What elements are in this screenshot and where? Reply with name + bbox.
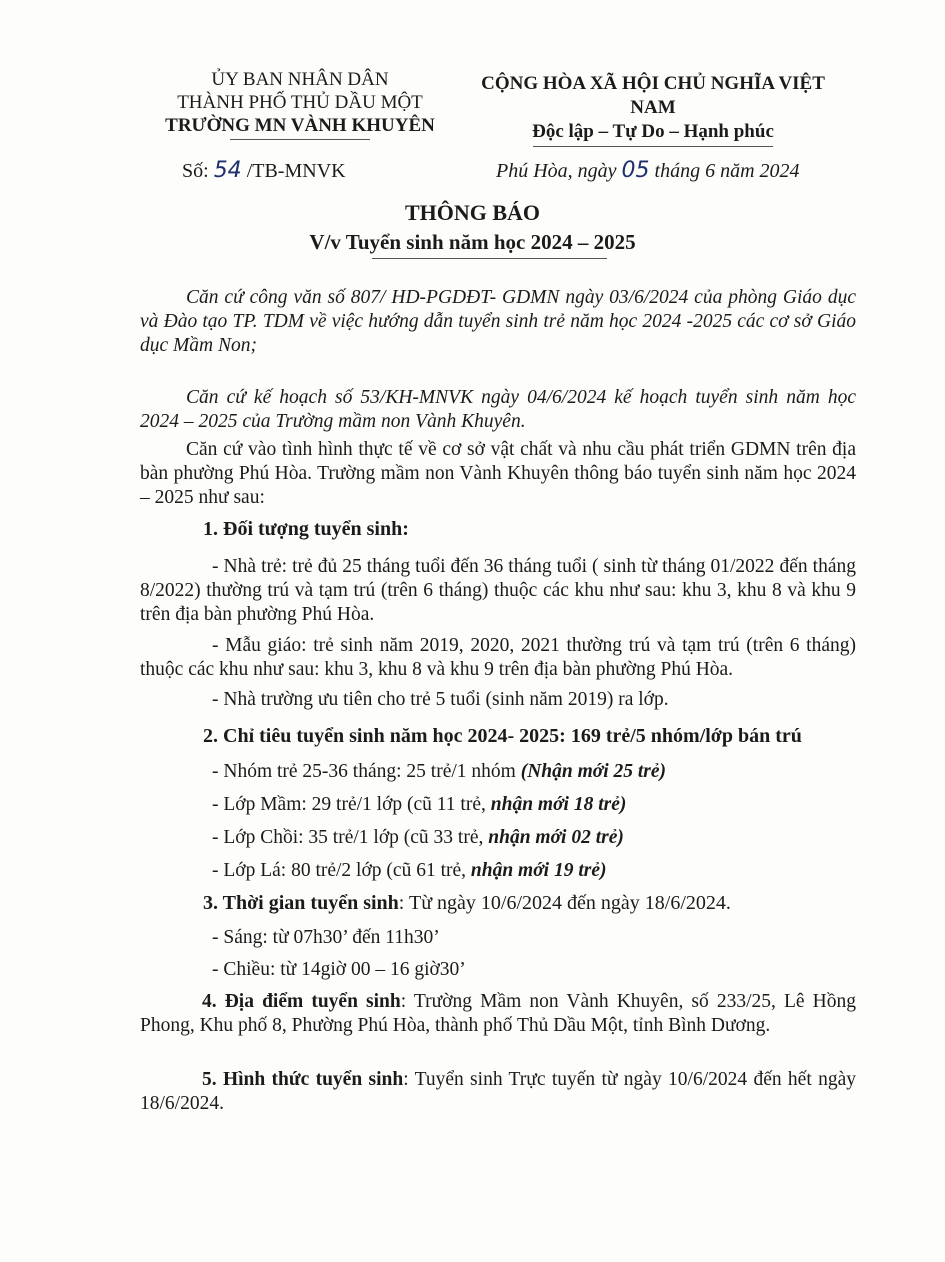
section-5 bbox=[140, 1068, 856, 1116]
section-3 bbox=[203, 891, 731, 915]
document-subtitle: V/v Tuyển sinh năm học 2024 – 2025 bbox=[309, 230, 636, 254]
section-3-afternoon: - Chiều: từ 14giờ 00 – 16 giờ30’ bbox=[212, 959, 466, 980]
doc-number-prefix: Số: bbox=[182, 160, 209, 182]
section-4-label: 4. Địa điểm tuyển sinh bbox=[202, 991, 401, 1012]
section-3-text: : Từ ngày 10/6/2024 đến ngày 18/6/2024. bbox=[398, 892, 731, 914]
quota-row-2: - Lớp Mầm: 29 trẻ/1 lớp (cũ 11 trẻ, nhận mới 18 trẻ) bbox=[212, 794, 627, 815]
section-3-label: 3. Thời gian tuyển sinh bbox=[203, 892, 399, 914]
date-day-handwritten: 05 bbox=[621, 158, 650, 183]
quota-row-1: - Nhóm trẻ 25-36 tháng: 25 trẻ/1 nhóm (Nhận mới 25 trẻ) bbox=[212, 761, 667, 782]
section-2-heading: 2. Chỉ tiêu tuyển sinh năm học 2024- 2025: 169 trẻ/5 nhóm/lớp bán trú bbox=[203, 725, 802, 747]
legal-basis-2: Căn cứ kế hoạch số 53/KH-MNVK ngày 04/6/2024 kế hoạch tuyển sinh năm học 2024 – 2025 của Trường mầm non Vành Khuyên. bbox=[140, 387, 856, 432]
agency-line-2: THÀNH PHỐ THỦ DẦU MỘT bbox=[177, 92, 423, 113]
motto: Độc lập – Tự Do – Hạnh phúc bbox=[532, 121, 774, 142]
section-3-morning: - Sáng: từ 07h30’ đến 11h30’ bbox=[212, 927, 440, 948]
section-1-item-1: - Nhà trẻ: trẻ đủ 25 tháng tuổi đến 36 tháng tuổi ( sinh từ tháng 01/2022 đến tháng 8/2022) thường trú và tạm trú (trên 6 tháng) thuộc các khu như sau: khu 3, khu 8 và khu 9 trên địa bàn phường Phú Hòa. bbox=[140, 556, 856, 625]
agency-underline bbox=[230, 139, 370, 140]
section-1-item-2: - Mẫu giáo: trẻ sinh năm 2019, 2020, 2021 thường trú và tạm trú (trên 6 tháng) thuộc các khu như sau: khu 3, khu 8 và khu 9 trên địa bàn phường Phú Hòa. bbox=[140, 635, 856, 680]
subtitle-underline bbox=[372, 258, 607, 259]
issuing-agency-block bbox=[140, 68, 460, 140]
section-1-item-3: - Nhà trường ưu tiên cho trẻ 5 tuổi (sinh năm 2019) ra lớp. bbox=[212, 689, 669, 710]
quota-row-4: - Lớp Lá: 80 trẻ/2 lớp (cũ 61 trẻ, nhận mới 19 trẻ) bbox=[212, 860, 607, 881]
date-suffix: tháng 6 năm 2024 bbox=[654, 160, 800, 182]
date-prefix: Phú Hòa, ngày bbox=[496, 160, 617, 182]
doc-number-handwritten: 54 bbox=[213, 158, 242, 183]
section-5-label: 5. Hình thức tuyển sinh bbox=[202, 1069, 404, 1090]
country-name: CỘNG HÒA XÃ HỘI CHỦ NGHĨA VIỆT NAM bbox=[481, 73, 825, 118]
section-1-heading: 1. Đối tượng tuyển sinh: bbox=[203, 518, 409, 540]
legal-basis-1: Căn cứ công văn số 807/ HD-PGDĐT- GDMN ngày 03/6/2024 của phòng Giáo dục và Đào tạo TP. TDM về việc hướng dẫn tuyển sinh trẻ năm học 2024 -2025 các cơ sở Giáo dục Mầm Non; bbox=[140, 287, 856, 356]
quota-row-3: - Lớp Chồi: 35 trẻ/1 lớp (cũ 33 trẻ, nhận mới 02 trẻ) bbox=[212, 827, 624, 848]
document-title: THÔNG BÁO bbox=[404, 200, 541, 225]
national-motto-block bbox=[458, 72, 848, 147]
agency-line-3: TRƯỜNG MN VÀNH KHUYÊN bbox=[165, 115, 435, 136]
agency-line-1: ỦY BAN NHÂN DÂN bbox=[211, 69, 389, 90]
issue-date bbox=[496, 158, 800, 183]
motto-underline bbox=[533, 146, 773, 147]
section-4-text: : Trường Mầm non Vành Khuyên, số 233/25, Lê Hồng Phong, Khu phố 8, Phường Phú Hòa, thành phố Thủ Dầu Một, tỉnh Bình Dương. bbox=[140, 991, 856, 1036]
intro-paragraph: Căn cứ vào tình hình thực tế về cơ sở vật chất và nhu cầu phát triển GDMN trên địa bàn phường Phú Hòa. Trường mầm non Vành Khuyên thông báo tuyển sinh năm học 2024 – 2025 như sau: bbox=[140, 439, 856, 508]
section-5-text: : Tuyển sinh Trực tuyến từ ngày 10/6/2024 đến hết ngày 18/6/2024. bbox=[140, 1069, 856, 1114]
section-4 bbox=[140, 990, 856, 1038]
document-number bbox=[182, 158, 346, 183]
doc-number-suffix: /TB-MNVK bbox=[246, 160, 346, 182]
